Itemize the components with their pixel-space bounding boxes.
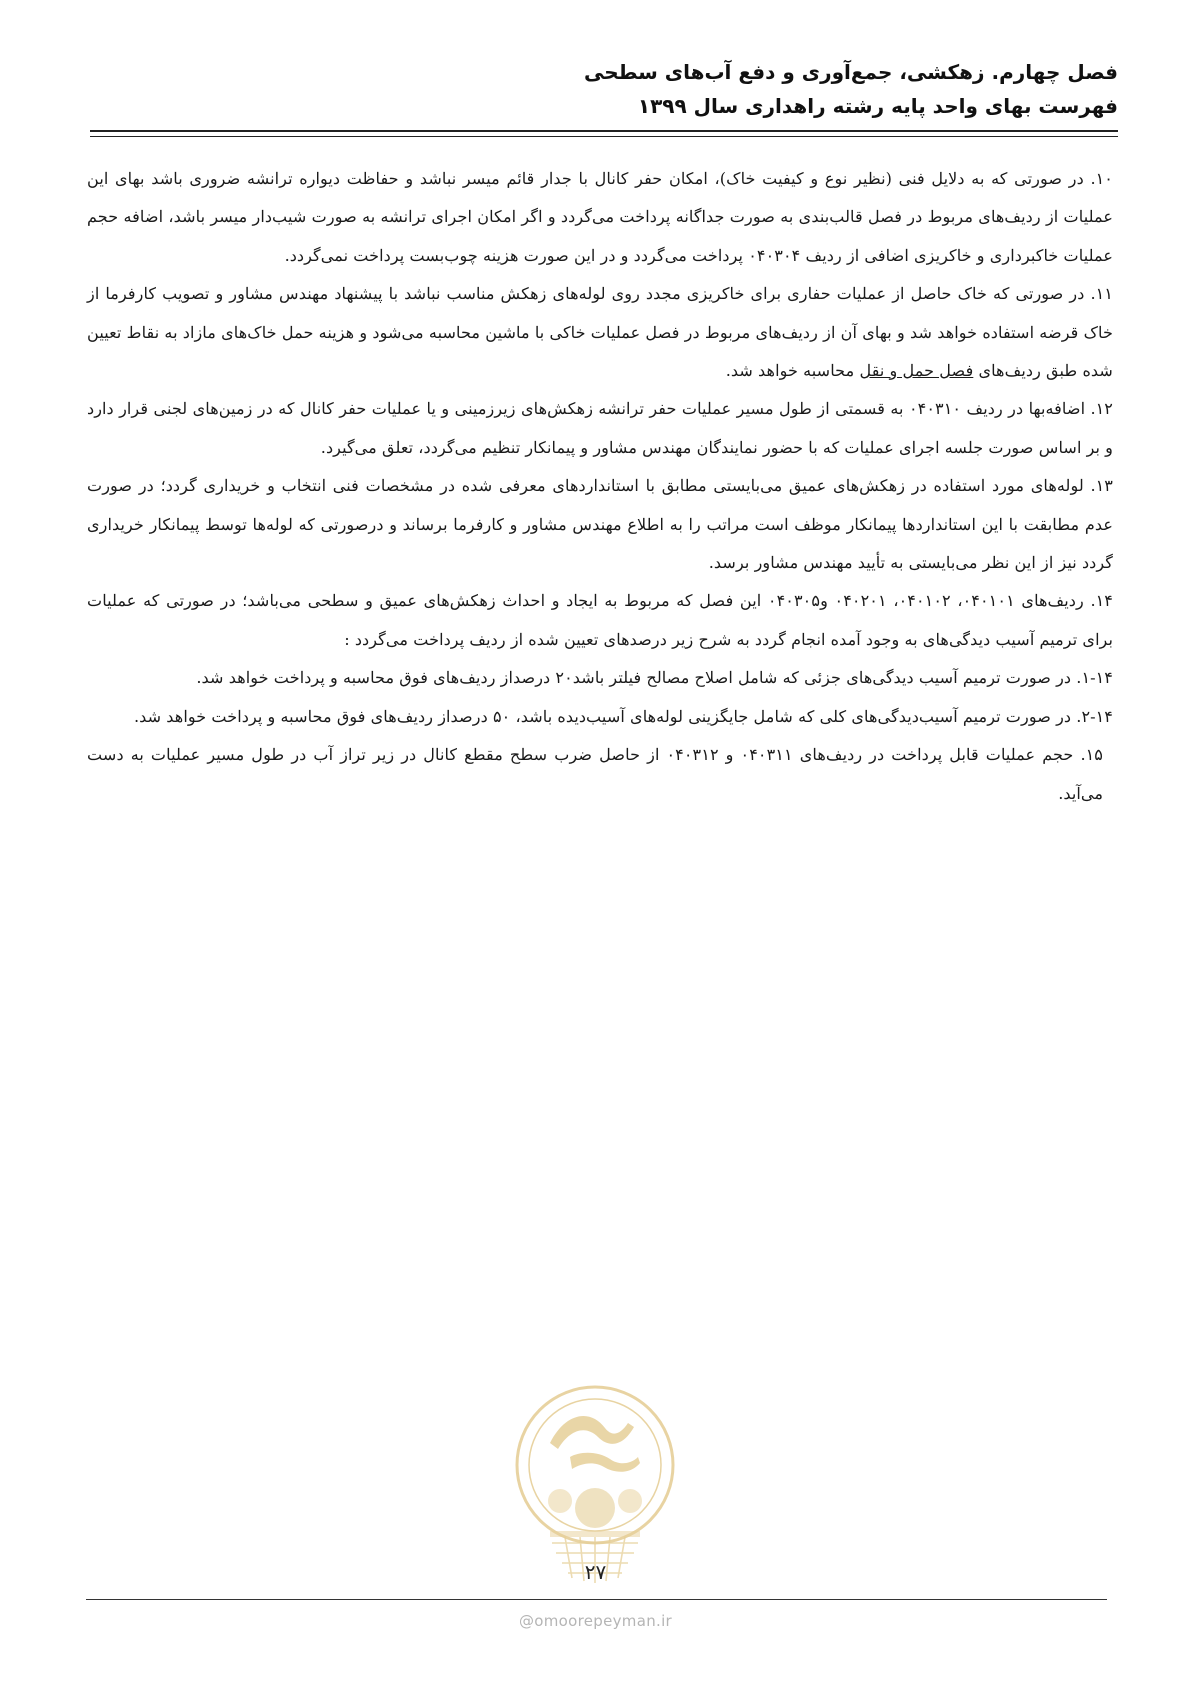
- paragraph-15: ۱۵. حجم عملیات قابل پرداخت در ردیف‌های ۰۴۰۳۱۱ و ۰۴۰۳۱۲ از حاصل ضرب سطح مقطع کانال در زیر تراز آب در طول مسیر عملیات به دست می‌آید.: [87, 745, 1103, 803]
- page-header: [90, 55, 1118, 123]
- paragraph-13: ۱۳. لوله‌های مورد استفاده در زهکش‌های عمیق می‌بایستی مطابق با استانداردهای معرفی شده در مشخصات فنی انتخاب و خریداری گردد؛ در صورت عدم مطابقت با این استانداردها پیمانکار موظف است مراتب را به اطلاع مهندس مشاور و کارفرما برساند و درصورتی که لوله‌ها توسط پیمانکار خریداری گردد نیز از این نظر می‌بایستی به تأیید مهندس مشاور برسد.: [87, 476, 1113, 573]
- chapter-title: فصل چهارم. زهکشی، جمع‌آوری و دفع آب‌های سطحی: [583, 60, 1118, 84]
- paragraph-11-text-start: ۱۱. در صورتی که خاک حاصل از عملیات حفاری برای خاکریزی مجدد روی لوله‌های زهکش مناسب نباشد با پیشنهاد مهندس مشاور و تصویب کارفرما از خاک قرضه استفاده خواهد شد و بهای آن از ردیف‌های مربوط در فصل عملیات خاکی با ماشین محاسبه می‌شود و هزینه حمل خاک‌های مازاد به نقاط تعیین شده طبق ردیف‌های: [87, 284, 1113, 381]
- paragraph-14-2: ۲-۱۴. در صورت ترمیم آسیب‌دیدگی‌های کلی که شامل جایگزینی لوله‌های آسیب‌دیده باشد، ۵۰ درصداز ردیف‌های فوق محاسبه و پرداخت خواهد شد.: [133, 706, 1113, 726]
- footer-divider: [86, 1599, 1107, 1600]
- site-url: @omoorepeyman.ir: [518, 1612, 673, 1630]
- paragraph-10: ۱۰. در صورتی که به دلایل فنی (نظیر نوع و کیفیت خاک)، امکان حفر کانال با جدار قائم میسر نباشد و حفاظت دیواره ترانشه ضروری باشد بهای این عملیات از ردیف‌های مربوط در فصل قالب‌بندی به صورت جداگانه پرداخت می‌گردد و اگر امکان اجرای ترانشه به صورت شیب‌دار میسر باشد، اضافه حجم عملیات خاکبرداری و خاکریزی اضافی از ردیف ۰۴۰۳۰۴ پرداخت می‌گردد و در این صورت هزینه چوب‌بست پرداخت نمی‌گردد.: [87, 169, 1113, 265]
- paragraph-11-text-end: محاسبه خواهد شد.: [725, 361, 860, 381]
- paragraph-12: ۱۲. اضافه‌بها در ردیف ۰۴۰۳۱۰ به قسمتی از طول مسیر عملیات حفر ترانشه زهکش‌های زیرزمینی و یا عملیات حفر کانال که در زمین‌های لجنی قرار دارد و بر اساس صورت جلسه اجرای عملیات که با حضور نمایندگان مهندس مشاور و پیمانکار تنظیم می‌گردد، تعلق می‌گیرد.: [87, 399, 1113, 457]
- paragraph-14: ۱۴. ردیف‌های ۰۴۰۱۰۱، ۰۴۰۱۰۲، ۰۴۰۲۰۱ و۰۴۰۳۰۵ این فصل که مربوط به ایجاد و احداث زهکش‌های عمیق و سطحی می‌باشد؛ در صورتی که عملیات برای ترمیم آسیب دیدگی‌های به وجود آمده انجام گردد به شرح زیر درصدهای تعیین شده از ردیف پرداخت می‌گردد :: [87, 591, 1113, 649]
- document-body: [87, 160, 1113, 813]
- transport-chapter-link[interactable]: فصل حمل و نقل: [859, 361, 974, 381]
- price-list-title: فهرست بهای واحد پایه رشته راهداری سال ۱۳۹۹: [637, 94, 1118, 118]
- header-divider: [90, 130, 1118, 137]
- paragraph-11: [87, 275, 1113, 390]
- paragraph-14-1: ۱-۱۴. در صورت ترمیم آسیب دیدگی‌های جزئی که شامل اصلاح مصالح فیلتر باشد۲۰ درصداز ردیف‌های فوق محاسبه و پرداخت خواهد شد.: [196, 668, 1113, 688]
- page-number: ۲۷: [584, 1560, 607, 1584]
